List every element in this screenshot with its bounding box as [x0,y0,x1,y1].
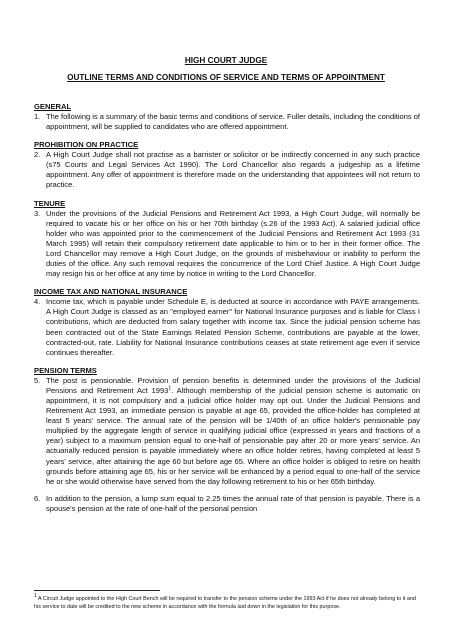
paragraph-number: 1. [34,112,41,121]
footnote-divider [34,590,160,591]
paragraph-3 [34,209,420,280]
paragraph-number: 6. [34,493,41,503]
page-subtitle: OUTLINE TERMS AND CONDITIONS OF SERVICE AND TERMS OF APPOINTMENT [67,73,385,82]
paragraph-text: Income tax, which is payable under Schedule E, is deducted at source in accordance with PAYE arrangements. A High Court Judge is classed as an "employed earner" for National Insurance purposes and is liable for Class I contributions, which are deducted from salary together with income tax. Since the judicial pension scheme has been contracted out of the State Earnings Related Pension Scheme, contributions are payable at the lower, contracted-out, rate. Liability for National Insurance contributions ceases at state retirement age even if service continues thereafter. [46,297,420,357]
footnote-text: A Circuit Judge appointed to the High Court Bench will be required to transfer to the pension scheme under the 1993 Act if he does not already belong to it and his service to date will be credited to the new scheme in accordance with the formula laid down in the legislation for this purpose. [34,596,416,611]
paragraph-6 [34,494,420,514]
paragraph-number: 2. [34,150,41,160]
footnote-mark: 1 [34,593,37,600]
section-pension-terms [34,366,420,514]
paragraph-text [46,376,420,487]
paragraph-5 [34,376,420,487]
section-heading: GENERAL [34,102,72,111]
paragraph-number: 4. [34,297,41,307]
document-body [34,102,420,522]
paragraph-text: In addition to the pension, a lump sum equal to 2.25 times the annual rate of that pension is payable. There is a spouse's pension at the rate of one-half of the personal pension [46,493,420,513]
paragraph-text-rest: . Although membership of the judicial pension scheme is automatic on appointment, it is not compulsory and a judicial office holder may opt out. Under the Judicial Pensions and Retirement Act 1993, an immediate pension is payable at age 65, provided the office-holder has completed at least 5 years' service. The annual rate of the pension will be 1/40th of an office holder's pensionable pay multiplied by the aggregate length of service in qualifying judicial office (expressed in years and fractions of a year) subject to a maximum pension equal to one-half of pensionable pay after 20 or more years' service. An actuarially reduced pension is payable immediately where an office holder retires, having completed at least 5 years' service, after attaining the age 60 but before age 65. Where an office holder is obliged to retire on health grounds before attaining age 65, his or her service will be enhanced by a period equal to one-half of the service he or she would otherwise have served from the day following retirement to his or her 65th birthday. [46,385,420,486]
footnote-reference: 1 [168,385,172,392]
section-prohibition [34,140,420,190]
section-heading: INCOME TAX AND NATIONAL INSURANCE [34,287,188,297]
paragraph-text: The following is a summary of the basic terms and conditions of service. Fuller details, including the conditions of appointment, will be supplied to candidates who are offered appointment. [46,112,420,132]
section-tenure [34,199,420,280]
section-income-tax [34,287,420,358]
paragraph-number: 5. [34,375,41,385]
paragraph-number: 3. [34,208,41,218]
paragraph-text: Under the provisions of the Judicial Pensions and Retirement Act 1993, a High Court Judge, will normally be required to vacate his or her office on his or her 70th birthday (s.26 of the 1993 Act). A salaried judicial office holder who was appointed prior to the commencement of the Judicial Pensions and Retirement Act 1993 (31 March 1995) will retain their compulsory retirement date applicable to him or to her in their former office. The Lord Chancellor may remove a High Court Judge, on the grounds of misbehaviour or inability to perform the duties of the office. Any such removal requires the concurrence of the Lord Chief Justice. A High Court Judge may resign his or her office at any time by notice in writing to the Lord Chancellor. [46,208,420,279]
section-heading: TENURE [34,198,66,208]
paragraph-text-lead: The post is pensionable. Provision of pension benefits is determined under the provisions of the Judicial Pensions and Retirement Act 1993 [46,375,420,395]
section-heading: PENSION TERMS [34,365,97,375]
footnote [34,595,420,612]
section-general [34,102,420,132]
paragraph-text: A High Court Judge shall not practise as a barrister or solicitor or be indirectly concerned in any such practice (s75 Courts and Legal Services Act 1990). The Lord Chancellor also regards a judgeship as a lifetime appointment. Any offer of appointment is therefore made on the understanding that appointees will not return to practice. [46,150,420,190]
paragraph-4 [34,297,420,358]
section-heading: PROHIBITION ON PRACTICE [34,140,139,150]
page-title: HIGH COURT JUDGE [184,56,268,65]
paragraph-1 [34,112,420,132]
paragraph-2 [34,150,420,190]
